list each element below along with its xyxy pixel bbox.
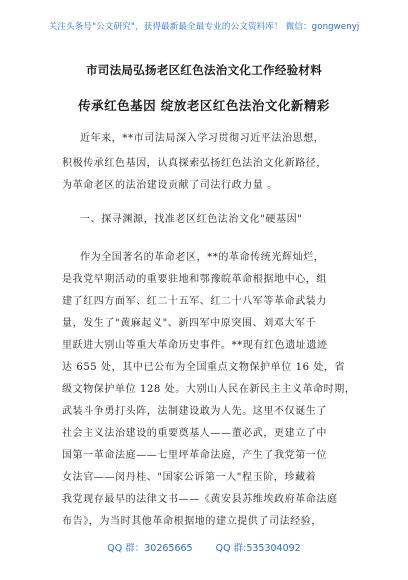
intro-line-1: 近年来，**市司法局深入学习贯彻习近平法治思想， — [80, 133, 325, 144]
body-line-6: 达 655 处，其中已公布为全国重点文物保护单位 16 处，省 — [62, 362, 346, 373]
body-line-1: 作为全国著名的革命老区，**的革命传统光辉灿烂， — [80, 252, 325, 263]
body-line-4: 量，发生了"黄麻起义"、新四军中原突围、刘邓大军千 — [62, 318, 317, 329]
footer-qq-group-2: QQ 群:535304092 — [215, 543, 301, 554]
body-line-10: 国第一革命法庭——七里坪革命法庭，产生了我党第一位 — [62, 450, 327, 461]
section-heading: 一、探寻渊源，找准老区红色法治文化"硬基因" — [80, 214, 303, 225]
body-line-13: 布告》，为当时其他革命根据地的建立提供了司法经验， — [62, 516, 322, 527]
intro-line-2: 积极传承红色基因，认真探索弘扬红色法治文化新路径， — [62, 158, 327, 169]
body-line-7: 级文物保护单位 128 处。大别山人民在新民主主义革命时期， — [62, 384, 356, 395]
body-line-9: 社会主义法治建设的重要奠基人——董必武，更建立了中 — [62, 428, 327, 439]
document-title: 传承红色基因 绽放老区红色法治文化新精彩 — [78, 98, 330, 113]
footer-qq-group-1: QQ 群：30265665 — [107, 543, 193, 554]
intro-line-3: 为革命老区的法治建设贡献了司法行政力量 。 — [62, 180, 278, 191]
body-line-5: 里跃进大别山等重大革命历史事件。**现有红色遗址遗迹 — [62, 340, 328, 351]
body-line-2: 是我党早期活动的重要驻地和鄂豫皖革命根据地中心，组 — [62, 274, 327, 285]
footer-contact — [0, 540, 408, 554]
header-banner: 关注头条号"公文研究"，获得最新最全最专业的公文资料库！ 微信：gongwenyj — [48, 22, 360, 32]
document-subtitle: 市司法局弘扬老区红色法治文化工作经验材料 — [86, 63, 322, 77]
body-line-11: 女法官——闵丹桂、"国家公诉第一人"程玉阶，珍藏着 — [62, 472, 317, 483]
body-line-8: 武装斗争勇打头阵，法制建设敢为人先。这里不仅诞生了 — [62, 406, 327, 417]
body-line-12: 我党现存最早的法律文书——《黄安县苏维埃政府革命法庭 — [62, 494, 338, 505]
body-line-3: 建了红四方面军、红二十五军、红二十八军等革命武装力 — [62, 296, 327, 307]
